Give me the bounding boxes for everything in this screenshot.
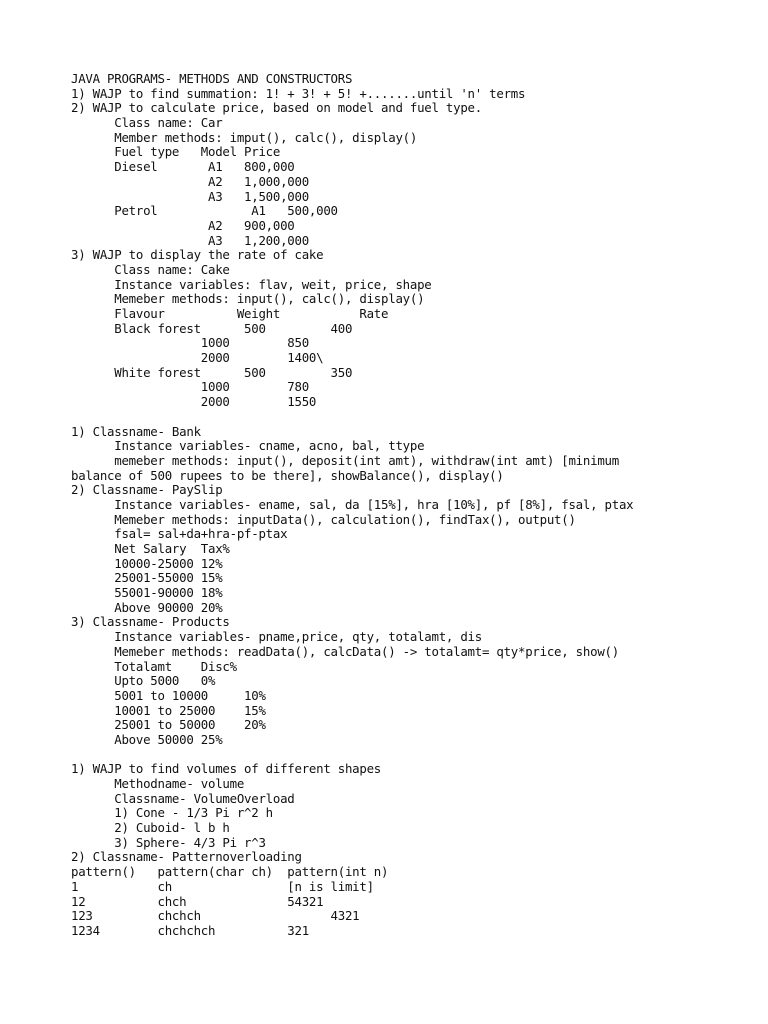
document-line: Diesel A1 800,000 — [71, 159, 295, 175]
document-line: 1234 chchchch 321 — [71, 922, 309, 938]
document-line: 55001-90000 18% — [71, 585, 223, 601]
document-line: 1) WAJP to find summation: 1! + 3! + 5! +.......until 'n' terms — [71, 85, 526, 101]
document-line: A2 900,000 — [71, 217, 295, 233]
document-line: 25001 to 50000 20% — [71, 717, 266, 733]
document-line: Totalamt Disc% — [71, 658, 237, 674]
document-line: 1) Classname- Bank — [71, 423, 201, 439]
document-line: Class name: Car — [71, 115, 223, 131]
document-line: 1000 850 — [71, 335, 309, 351]
document-line: Petrol A1 500,000 — [71, 203, 338, 219]
document-line: A2 1,000,000 — [71, 173, 309, 189]
document-line: 10000-25000 12% — [71, 555, 223, 571]
document-line: JAVA PROGRAMS- METHODS AND CONSTRUCTORS — [71, 71, 353, 86]
document-line: Fuel type Model Price — [71, 144, 281, 160]
document-line: Instance variables- pname,price, qty, totalamt, dis — [71, 629, 482, 645]
document-line: Class name: Cake — [71, 261, 230, 277]
document-line: Methodname- volume — [71, 776, 245, 791]
document-line: 5001 to 10000 10% — [71, 687, 266, 703]
document-line: 3) WAJP to display the rate of cake — [71, 247, 324, 263]
document-line: Instance variables- cname, acno, bal, ttype — [71, 438, 425, 454]
document-line: 2) WAJP to calculate price, based on model and fuel type. — [71, 100, 482, 116]
document-line: Above 90000 20% — [71, 599, 223, 615]
document-line: 2) Classname- Patternoverloading — [71, 849, 302, 865]
document-line: Member methods: imput(), calc(), display() — [71, 129, 418, 145]
document-line: 25001-55000 15% — [71, 570, 223, 586]
document-line: Memeber methods: inputData(), calculation(), findTax(), output() — [71, 511, 576, 527]
document-line: Upto 5000 0% — [71, 673, 216, 689]
document-line: balance of 500 rupees to be there], showBalance(), display() — [71, 467, 504, 483]
document-line: A3 1,500,000 — [71, 188, 309, 204]
document-line: 2) Cuboid- l b h — [71, 820, 230, 836]
document-line — [71, 410, 633, 425]
document-line: Instance variables- ename, sal, da [15%], hra [10%], pf [8%], fsal, ptax — [71, 496, 634, 512]
document-line: pattern() pattern(char ch) pattern(int n) — [71, 864, 389, 880]
document-line: Above 50000 25% — [71, 731, 223, 747]
document-body — [71, 72, 633, 939]
document-line: Memeber methods: input(), calc(), display() — [71, 291, 425, 307]
document-line — [71, 748, 633, 763]
document-line: 12 chch 54321 — [71, 893, 324, 909]
document-line: 3) Classname- Products — [71, 614, 230, 630]
document-line: memeber methods: input(), deposit(int amt), withdraw(int amt) [minimum — [71, 452, 619, 468]
document-line: Classname- VolumeOverload — [71, 790, 295, 806]
document-line: 1) WAJP to find volumes of different shapes — [71, 761, 382, 777]
document-line: 10001 to 25000 15% — [71, 702, 266, 718]
document-line: 3) Sphere- 4/3 Pi r^3 — [71, 834, 266, 850]
document-line: Black forest 500 400 — [71, 320, 353, 336]
document-line: Flavour Weight Rate — [71, 306, 389, 321]
document-line: 1 ch [n is limit] — [71, 878, 374, 894]
document-line: 123 chchch 4321 — [71, 908, 360, 924]
document-line: Memeber methods: readData(), calcData() -> totalamt= qty*price, show() — [71, 643, 619, 659]
document-line: 1000 780 — [71, 379, 309, 395]
document-line: 1) Cone - 1/3 Pi r^2 h — [71, 805, 273, 821]
document-line: 2000 1400\ — [71, 350, 324, 366]
document-line: 2000 1550 — [71, 394, 317, 410]
document-line: 2) Classname- PaySlip — [71, 482, 223, 498]
document-line: A3 1,200,000 — [71, 232, 309, 248]
document-line: Net Salary Tax% — [71, 541, 230, 556]
document-line: White forest 500 350 — [71, 364, 353, 380]
document-line: fsal= sal+da+hra-pf-ptax — [71, 526, 288, 542]
document-line: Instance variables: flav, weit, price, shape — [71, 276, 432, 292]
